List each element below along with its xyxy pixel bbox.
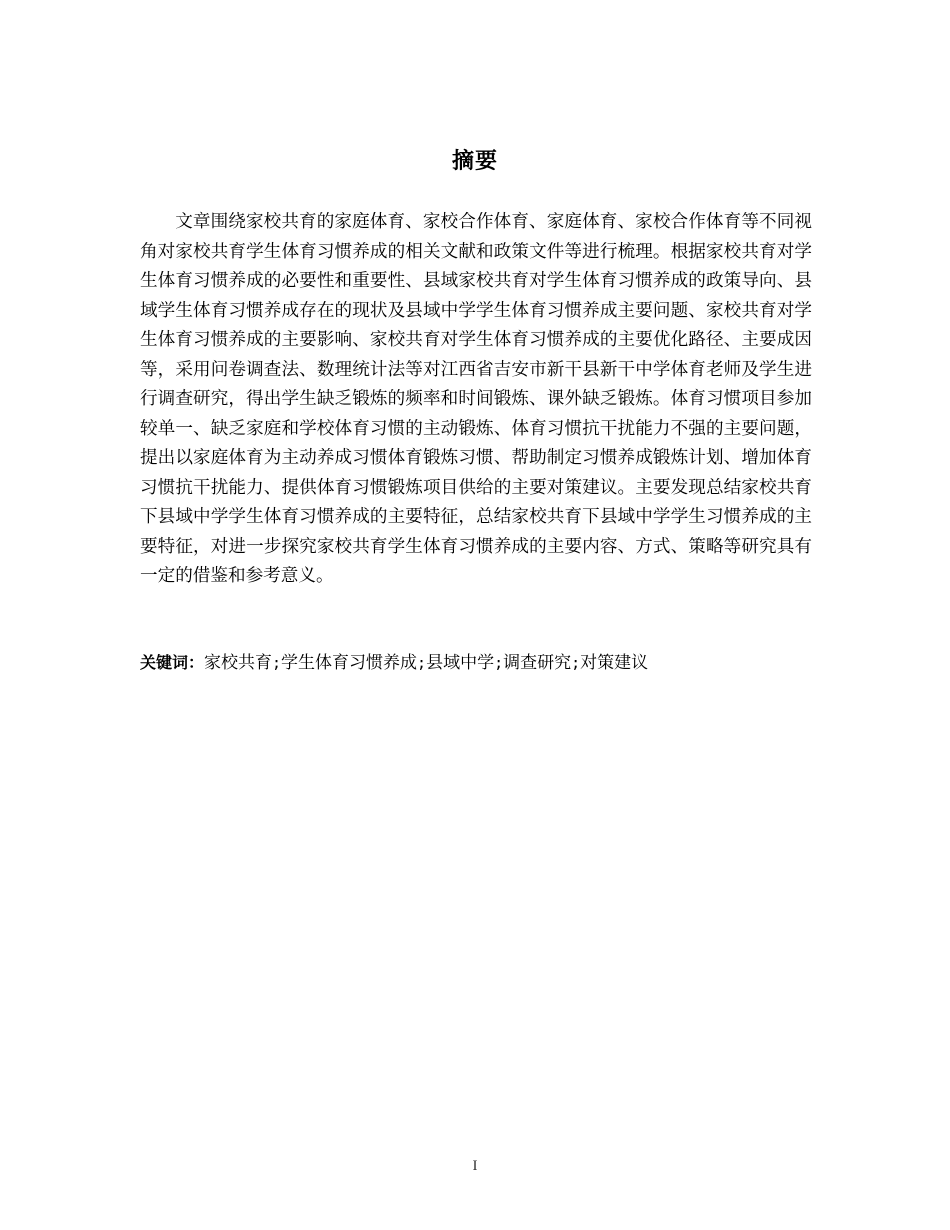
- page-number: I: [472, 1158, 478, 1174]
- keywords-line: [140, 648, 820, 678]
- keyword-item: 调查研究: [503, 653, 572, 673]
- keyword-item: 县域中学: [426, 653, 495, 673]
- abstract-title: 摘要: [451, 149, 498, 174]
- keyword-separator: ;: [571, 654, 581, 672]
- keyword-item: 家校共育: [204, 653, 273, 673]
- abstract-body: 文章围绕家校共育的家庭体育、家校合作体育、家庭体育、家校合作体育等不同视角对家校共育学生体育习惯养成的相关文献和政策文件等进行梳理。根据家校共育对学生体育习惯养成的必要性和重要性、县域家校共育对学生体育习惯养成的政策导向、县域学生体育习惯养成存在的现状及县域中学学生体育习惯养成主要问题、家校共育对学生体育习惯养成的主要影响、家校共育对学生体育习惯养成的主要优化路径、主要成因等，采用问卷调查法、数理统计法等对江西省吉安市新干县新干中学体育老师及学生进行调查研究，得出学生缺乏锻炼的频率和时间锻炼、课外缺乏锻炼。体育习惯项目参加较单一、缺乏家庭和学校体育习惯的主动锻炼、体育习惯抗干扰能力不强的主要问题，提出以家庭体育为主动养成习惯体育锻炼习惯、帮助制定习惯养成锻炼计划、增加体育习惯抗干扰能力、提供体育习惯锻炼项目供给的主要对策建议。主要发现总结家校共育下县域中学学生体育习惯养成的主要特征，总结家校共育下县域中学学生习惯养成的主要特征，对进一步探究家校共育学生体育习惯养成的主要内容、方式、策略等研究具有一定的借鉴和参考意义。: [140, 212, 812, 586]
- keyword-item: 对策建议: [580, 653, 649, 673]
- keyword-item: 学生体育习惯养成: [281, 653, 418, 673]
- keyword-separator: ;: [494, 654, 504, 672]
- keyword-separator: ;: [417, 654, 427, 672]
- keyword-separator: ;: [272, 654, 282, 672]
- keywords-label: 关键词：: [140, 653, 205, 672]
